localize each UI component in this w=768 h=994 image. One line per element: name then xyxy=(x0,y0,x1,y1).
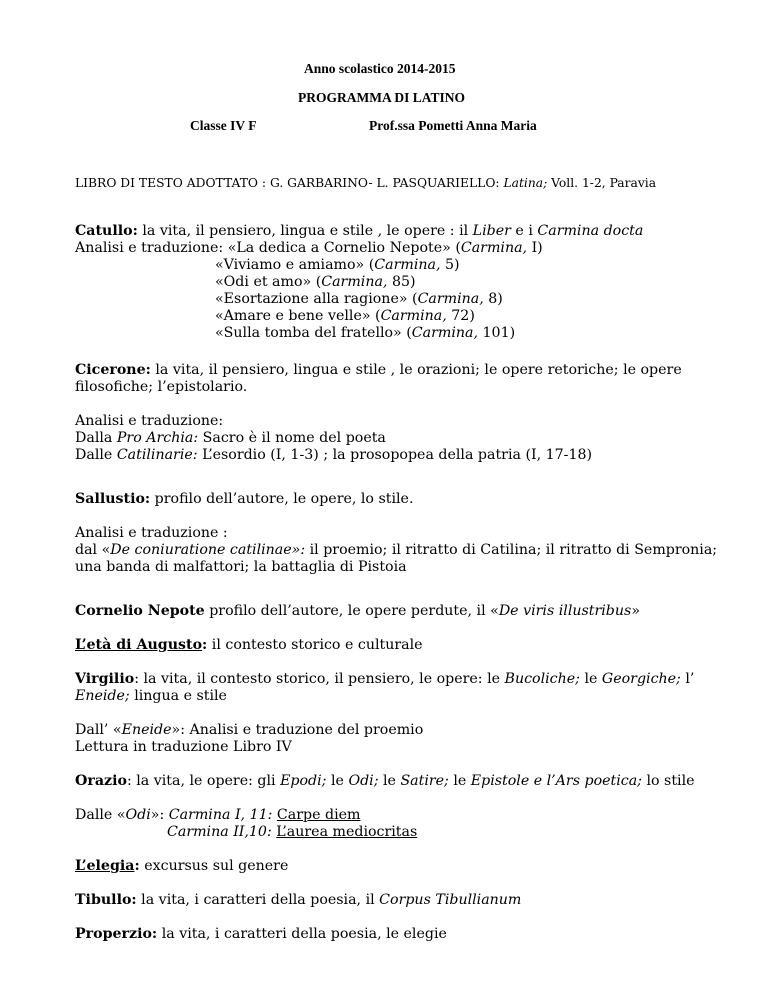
class-label: Classe IV F xyxy=(190,118,257,133)
author-name: Properzio: xyxy=(75,926,158,942)
author-name: Cornelio Nepote xyxy=(75,603,205,619)
orazio-item: Carmina II,10: L’aurea mediocritas xyxy=(167,824,418,840)
nepote-heading: Cornelio Nepote profilo dell’autore, le opere perdute, il «De viris illustribus» xyxy=(75,603,640,619)
virgilio-desc: Eneide; lingua e stile xyxy=(75,688,227,704)
catullo-item: Analisi e traduzione: «La dedica a Cornelio Nepote» (Carmina, I) xyxy=(75,240,543,256)
analysis-label: Analisi e traduzione : xyxy=(75,525,228,541)
catullo-item: «Amare e bene velle» (Carmina, 72) xyxy=(215,308,475,324)
author-name: Sallustio: xyxy=(75,491,151,507)
sallustio-heading: Sallustio: profilo dell’autore, le opere, lo stile. xyxy=(75,491,414,507)
author-name: Catullo: xyxy=(75,223,138,239)
cicerone-item: Dalla Pro Archia: Sacro è il nome del poeta xyxy=(75,430,386,446)
virgilio-item: Dall’ «Eneide»: Analisi e traduzione del proemio xyxy=(75,722,424,738)
cicerone-item: Dalle Catilinarie: L’esordio (I, 1-3) ; la prosopopea della patria (I, 17-18) xyxy=(75,447,593,463)
augusto-heading: L’età di Augusto: il contesto storico e culturale xyxy=(75,637,423,653)
textbook-line: LIBRO DI TESTO ADOTTATO : G. GARBARINO- L. PASQUARIELLO: Latina; Voll. 1-2, Paravia xyxy=(75,176,657,190)
section-name: L’elegia xyxy=(75,858,135,874)
catullo-heading: Catullo: la vita, il pensiero, lingua e stile , le opere : il Liber e i Carmina docta xyxy=(75,223,644,239)
analysis-label: Analisi e traduzione: xyxy=(75,413,224,429)
author-name: Virgilio xyxy=(75,671,135,687)
virgilio-item: Lettura in traduzione Libro IV xyxy=(75,739,292,755)
catullo-item: «Esortazione alla ragione» (Carmina, 8) xyxy=(215,291,503,307)
program-title: PROGRAMMA DI LATINO xyxy=(298,90,465,105)
author-name: Cicerone: xyxy=(75,362,151,378)
sallustio-item: dal «De coniuratione catilinae»: il proemio; il ritratto di Catilina; il ritratto di Sempronia; xyxy=(75,542,718,558)
catullo-item: «Sulla tomba del fratello» (Carmina, 101) xyxy=(215,325,516,341)
catullo-item: «Odi et amo» (Carmina, 85) xyxy=(215,274,416,290)
teacher-name: Prof.ssa Pometti Anna Maria xyxy=(369,118,537,133)
virgilio-heading: Virgilio: la vita, il contesto storico, il pensiero, le opere: le Bucoliche; le Georgiche; l’ xyxy=(75,671,695,687)
catullo-item: «Viviamo e amiamo» (Carmina, 5) xyxy=(215,257,460,273)
author-name: Orazio xyxy=(75,773,127,789)
properzio-heading: Properzio: la vita, i caratteri della poesia, le elegie xyxy=(75,926,447,942)
orazio-heading: Orazio: la vita, le opere: gli Epodi; le Odi; le Satire; le Epistole e l’Ars poetica; lo stile xyxy=(75,773,695,789)
tibullo-heading: Tibullo: la vita, i caratteri della poesia, il Corpus Tibullianum xyxy=(75,892,522,908)
school-year: Anno scolastico 2014-2015 xyxy=(304,61,456,76)
section-name: L’età di Augusto xyxy=(75,637,203,653)
author-name: Tibullo: xyxy=(75,892,137,908)
cicerone-desc: filosofiche; l’epistolario. xyxy=(75,379,248,395)
elegia-heading: L’elegia: excursus sul genere xyxy=(75,858,289,874)
orazio-item: Dalle «Odi»: Carmina I, 11: Carpe diem xyxy=(75,807,361,823)
sallustio-item: una banda di malfattori; la battaglia di Pistoia xyxy=(75,559,407,575)
cicerone-heading: Cicerone: la vita, il pensiero, lingua e stile , le orazioni; le opere retoriche; le opere xyxy=(75,362,682,378)
